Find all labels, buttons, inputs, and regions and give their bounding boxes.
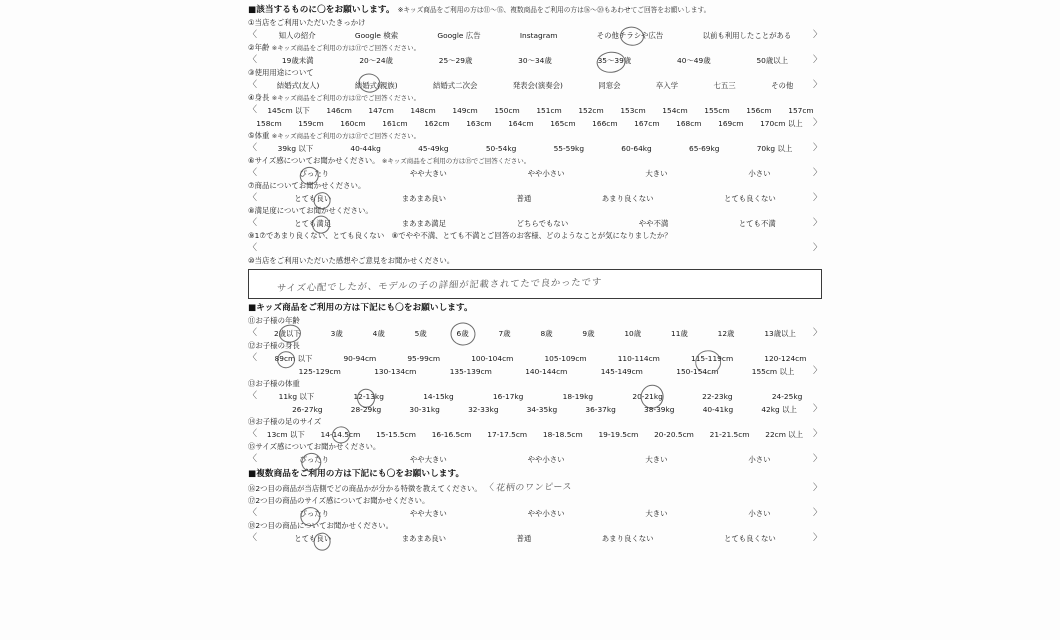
q4-option[interactable]: 169cm [718, 119, 744, 128]
q8-option[interactable]: まあまあ満足 [401, 219, 447, 228]
q4-option[interactable]: 156cm [746, 106, 772, 115]
q14-option[interactable]: 21-21.5cm [709, 430, 750, 439]
q2-option[interactable]: 25〜29歳 [438, 56, 473, 65]
q2-options-row [248, 54, 822, 67]
q4-option[interactable]: 161cm [382, 119, 408, 128]
q18-option[interactable]: とても良くない [724, 534, 776, 543]
q2-label [248, 42, 822, 54]
q11-option[interactable]: 8歳 [540, 329, 553, 338]
q7-option[interactable]: とても良くない [724, 194, 776, 203]
q14-option[interactable]: 15-15.5cm [376, 430, 416, 439]
q6-option-selected[interactable]: ぴったり [299, 169, 329, 178]
q12-option[interactable]: 90-94cm [343, 354, 377, 363]
q2-label-note: ※キッズ商品をご利用の方は⑪でご回答ください。 [271, 44, 421, 52]
q8-options [259, 217, 811, 230]
q10-handwritten-answer: サイズ心配でしたが、モデルの子の詳細が記載されてたで良かったです [276, 276, 603, 295]
bracket-right-icon: 〉 [812, 218, 822, 228]
q13-option[interactable]: 22-23kg [702, 392, 733, 401]
q1-option-selected[interactable]: その他チラシや広告 [596, 31, 664, 40]
bracket-left-icon: 〈 [248, 80, 258, 90]
q7-options-row [248, 192, 822, 205]
q11-label: ⑪お子様の年齢 [248, 316, 300, 325]
q18-label: ⑱2つ目の商品についてお聞かせください。 [248, 521, 393, 530]
q5-option[interactable]: 50-54kg [485, 144, 517, 153]
q4-option[interactable]: 157cm [788, 106, 814, 115]
q13-options-row-1 [248, 390, 822, 403]
q3-option[interactable]: 七五三 [713, 81, 736, 90]
q12-options-1 [259, 352, 822, 365]
q7-option[interactable]: あまり良くない [601, 194, 654, 203]
q2-option-selected[interactable]: 35〜39歳 [597, 56, 632, 65]
bracket-left-icon: 〈 [248, 454, 258, 464]
q15-options-row [248, 453, 822, 466]
q9-label: ⑨1⑦であまり良くない、とても良くない ⑧でやや不満、とても不満とご回答のお客様、どのようなことが気になりましたか？ [248, 231, 672, 240]
q2-option[interactable]: 30〜34歳 [518, 56, 552, 65]
q11-option-selected[interactable]: 6歳 [456, 329, 469, 338]
q13-option[interactable]: 18-19kg [562, 392, 594, 401]
q12-option[interactable]: 120-124cm [764, 354, 807, 363]
q5-option[interactable]: 70kg 以上 [756, 144, 793, 153]
q15-option[interactable]: 小さい [748, 455, 771, 464]
bracket-right-icon: 〉 [812, 143, 822, 153]
q4-label-note: ※キッズ商品をご利用の方は⑫でご回答ください。 [271, 94, 421, 102]
q3-options-row [248, 79, 822, 92]
q6-options [259, 167, 811, 180]
q6-option[interactable]: やや大きい [409, 169, 447, 178]
q4-options-2 [248, 117, 811, 130]
q4-option[interactable]: 167cm [634, 119, 660, 128]
q13-option[interactable]: 30-31kg [409, 405, 440, 414]
q12-option[interactable]: 100-104cm [471, 354, 514, 363]
q1-option[interactable]: Instagram [519, 31, 558, 40]
q16-label: ⑯2つ目の商品が当店側でどの商品かが分かる特徴を教えてください。 [248, 483, 482, 493]
q4-options-row-1 [248, 104, 822, 117]
q4-option[interactable]: 170cm 以上 [760, 119, 803, 128]
q18-option-selected[interactable]: とても良い [294, 534, 332, 543]
q4-option[interactable]: 155cm [704, 106, 730, 115]
q12-option[interactable]: 89cm 以下 [274, 354, 313, 363]
q12-option[interactable]: 110-114cm [617, 354, 660, 363]
q4-option[interactable]: 164cm [508, 119, 534, 128]
q2-option[interactable]: 50歳以上 [756, 56, 789, 65]
q2-option[interactable]: 19歳未満 [281, 56, 314, 65]
q12-options-row-2 [248, 365, 822, 378]
q15-option-selected[interactable]: ぴったり [299, 455, 329, 464]
q4-options-1 [259, 104, 822, 117]
q18-option[interactable]: まあまあ良い [401, 534, 447, 543]
q13-option[interactable]: 16-17kg [492, 392, 524, 401]
q17-option[interactable]: やや小さい [527, 509, 565, 518]
q14-option[interactable]: 19-19.5cm [598, 430, 639, 439]
q14-options [259, 428, 811, 441]
bracket-left-icon: 〈 [248, 508, 258, 518]
q3-options [259, 79, 811, 92]
bracket-right-icon: 〉 [812, 366, 822, 376]
bracket-right-icon: 〉 [812, 30, 822, 40]
q2-option[interactable]: 20〜24歳 [359, 56, 393, 65]
q12-option[interactable]: 130-134cm [374, 367, 417, 376]
q7-option[interactable]: 普通 [516, 194, 532, 203]
q17-label: ⑰2つ目の商品のサイズ感についてお聞かせください。 [248, 496, 430, 505]
q3-option[interactable]: 結婚式二次会 [433, 81, 478, 90]
q4-option[interactable]: 145cm 以下 [267, 106, 310, 115]
bracket-left-icon: 〈 [248, 193, 258, 203]
section-heading-main [248, 4, 822, 17]
bracket-left-icon: 〈 [248, 429, 258, 439]
q11-option[interactable]: 5歳 [414, 329, 427, 338]
q12-label: ⑫お子様の身長 [248, 341, 300, 350]
q12-option[interactable]: 145-149cm [600, 367, 643, 376]
q13-option[interactable]: 32-33kg [468, 405, 499, 414]
q17-options [259, 507, 811, 520]
q11-options [259, 327, 811, 340]
bracket-right-icon: 〉 [812, 508, 822, 518]
q4-label-text: ④身長 [248, 93, 270, 102]
q12-option[interactable]: 135-139cm [449, 367, 492, 376]
q14-option[interactable]: 16-16.5cm [431, 430, 472, 439]
q11-option[interactable]: 12歳 [717, 329, 735, 338]
q6-label [248, 155, 822, 167]
bracket-right-icon: 〉 [812, 243, 822, 253]
q1-option[interactable]: 以前も利用したことがある [702, 31, 792, 40]
q3-option[interactable]: 結婚式(友人) [276, 81, 320, 90]
bracket-left-icon: 〈 [248, 533, 258, 543]
q12-option[interactable]: 95-99cm [407, 354, 441, 363]
bracket-left-icon: 〈 [248, 30, 258, 40]
q4-option[interactable]: 160cm [340, 119, 366, 128]
q5-option[interactable]: 45-49kg [418, 144, 449, 153]
q13-option[interactable]: 28-29kg [350, 405, 382, 414]
q2-label-text: ②年齢 [248, 43, 270, 52]
q10-label: ⑩当店をご利用いただいた感想やご意見をお聞かせください。 [248, 256, 455, 265]
q11-option[interactable]: 13歳以上 [764, 329, 796, 338]
q7-option-selected[interactable]: とても良い [294, 194, 332, 203]
q4-option[interactable]: 147cm [368, 106, 394, 115]
q4-option[interactable]: 162cm [424, 119, 450, 128]
q14-label: ⑭お子様の足のサイズ [248, 417, 322, 426]
q4-option[interactable]: 163cm [466, 119, 492, 128]
q14-option-selected[interactable]: 14-14.5cm [320, 430, 361, 439]
q17-option[interactable]: 小さい [748, 509, 771, 518]
q3-option[interactable]: 卒入学 [655, 81, 679, 90]
q8-option-selected[interactable]: とても満足 [294, 219, 332, 228]
q13-option[interactable]: 38-39kg [644, 405, 675, 414]
q12-option[interactable]: 125-129cm [298, 367, 341, 376]
q13-options-2 [248, 403, 811, 416]
q8-label: ⑧満足度についてお聞かせください。 [248, 206, 373, 215]
q1-label: ①当店をご利用いただいたきっかけ [248, 18, 366, 27]
bracket-right-icon: 〉 [812, 118, 822, 128]
section-heading-main-note: ※キッズ商品をご利用の方は⑪〜⑮、複数商品をご利用の方は⑯〜⑳もあわせてご回答をお願いします。 [397, 6, 711, 14]
q14-option[interactable]: 13cm 以下 [266, 430, 305, 439]
bracket-right-icon: 〉 [812, 55, 822, 65]
section-heading-multi: ■複数商品をご利用の方は下記にも〇をお願いします。 [248, 469, 465, 479]
q12-option-selected[interactable]: 115-119cm [691, 354, 734, 363]
q13-option[interactable]: 24-25kg [771, 392, 803, 401]
bracket-right-icon: 〉 [812, 193, 822, 203]
q6-option[interactable]: やや小さい [527, 169, 565, 178]
bracket-left-icon: 〈 [484, 482, 494, 493]
q2-option[interactable]: 40〜49歳 [677, 56, 711, 65]
q4-option[interactable]: 166cm [592, 119, 618, 128]
q15-option[interactable]: やや大きい [409, 455, 447, 464]
bracket-left-icon: 〈 [248, 353, 258, 363]
q4-option[interactable]: 168cm [676, 119, 702, 128]
q3-option[interactable]: 同窓会 [598, 81, 621, 90]
q1-option[interactable]: Google 広告 [437, 31, 481, 40]
q6-options-row [248, 167, 822, 180]
q4-option[interactable]: 159cm [298, 119, 324, 128]
q14-option[interactable]: 20-20.5cm [654, 430, 694, 439]
q3-option[interactable]: その他 [771, 81, 794, 90]
section-heading-main-text: ■該当するものに〇をお願いします。 [248, 5, 395, 15]
q16-answer-field[interactable] [496, 481, 811, 495]
q6-label-note: ※キッズ商品をご利用の方は⑮でご回答ください。 [381, 157, 531, 165]
q4-option[interactable]: 150cm [494, 106, 520, 115]
q8-option[interactable]: やや不満 [638, 219, 669, 228]
q12-option[interactable]: 155cm 以上 [751, 367, 795, 376]
q13-label: ⑬お子様の体重 [248, 379, 300, 388]
q11-options-row [248, 327, 822, 340]
bracket-right-icon: 〉 [812, 429, 822, 439]
q8-option[interactable]: とても不満 [738, 219, 776, 228]
bracket-right-icon: 〉 [812, 168, 822, 178]
q13-option[interactable]: 26-27kg [292, 405, 323, 414]
q11-option[interactable]: 10歳 [624, 329, 642, 338]
q12-options-2 [248, 365, 811, 378]
q18-options [259, 532, 811, 545]
bracket-right-icon: 〉 [812, 454, 822, 464]
bracket-left-icon: 〈 [248, 391, 258, 401]
bracket-right-icon: 〉 [812, 328, 822, 338]
q5-option[interactable]: 65-69kg [689, 144, 720, 153]
q11-option[interactable]: 3歳 [330, 329, 343, 338]
q12-option[interactable]: 150-154cm [676, 367, 719, 376]
q11-option[interactable]: 7歳 [498, 329, 511, 338]
q14-options-row [248, 428, 822, 441]
q7-label: ⑦商品についてお聞かせください。 [248, 181, 366, 190]
q6-option[interactable]: 大きい [645, 169, 668, 178]
q1-option[interactable]: Google 検索 [354, 31, 399, 40]
q4-option[interactable]: 148cm [410, 106, 436, 115]
q4-option[interactable]: 158cm [256, 119, 282, 128]
q3-label: ③使用用途について [248, 68, 314, 77]
q4-option[interactable]: 146cm [326, 106, 352, 115]
q8-option[interactable]: どちらでもない [516, 219, 569, 228]
q17-option[interactable]: 大きい [645, 509, 668, 518]
q13-options-1 [259, 390, 822, 403]
bracket-left-icon: 〈 [248, 168, 258, 178]
q13-option[interactable]: 36-37kg [585, 405, 616, 414]
q7-options [259, 192, 811, 205]
survey-sheet [248, 0, 822, 545]
q10-comment-box[interactable] [248, 269, 822, 299]
q15-option[interactable]: 大きい [645, 455, 668, 464]
q2-options [259, 54, 811, 67]
q4-option[interactable]: 149cm [452, 106, 478, 115]
bracket-right-icon: 〉 [812, 80, 822, 90]
q4-option[interactable]: 153cm [620, 106, 646, 115]
section-heading-kids: ■キッズ商品をご利用の方は下記にも〇をお願いします。 [248, 303, 473, 313]
q13-option[interactable]: 34-35kg [526, 405, 558, 414]
q14-option[interactable]: 22cm 以上 [765, 430, 804, 439]
q18-option[interactable]: 普通 [516, 534, 532, 543]
q17-options-row [248, 507, 822, 520]
q12-option[interactable]: 105-109cm [544, 354, 587, 363]
q15-option[interactable]: やや小さい [527, 455, 565, 464]
q5-option[interactable]: 55-59kg [553, 144, 585, 153]
bracket-left-icon: 〈 [248, 243, 258, 253]
q13-option-selected[interactable]: 12-13kg [353, 392, 384, 401]
bracket-right-icon: 〉 [812, 482, 822, 493]
q1-option[interactable]: 知人の紹介 [278, 31, 316, 40]
q4-option[interactable]: 151cm [536, 106, 562, 115]
q4-option[interactable]: 154cm [662, 106, 688, 115]
q6-option[interactable]: 小さい [748, 169, 771, 178]
bracket-left-icon: 〈 [248, 105, 258, 115]
q9-answer-row [248, 242, 822, 255]
q4-option[interactable]: 152cm [578, 106, 604, 115]
q11-option[interactable]: 4歳 [372, 329, 385, 338]
q5-option[interactable]: 39kg 以下 [277, 144, 314, 153]
q5-label-text: ⑤体重 [248, 131, 270, 140]
q1-options-row [248, 29, 822, 42]
q7-option[interactable]: まあまあ良い [401, 194, 447, 203]
q5-label [248, 130, 822, 142]
q13-option[interactable]: 42kg 以上 [761, 405, 797, 414]
bracket-left-icon: 〈 [248, 328, 258, 338]
bracket-left-icon: 〈 [248, 143, 258, 153]
bracket-left-icon: 〈 [248, 218, 258, 228]
q15-options [259, 453, 811, 466]
q14-option[interactable]: 18-18.5cm [542, 430, 583, 439]
q17-option[interactable]: やや大きい [409, 509, 447, 518]
q13-option[interactable]: 14-15kg [423, 392, 454, 401]
q5-option[interactable]: 40-44kg [350, 144, 381, 153]
q5-label-note: ※キッズ商品をご利用の方は⑬でご回答ください。 [271, 132, 421, 140]
q1-options [259, 29, 811, 42]
q5-options [259, 142, 811, 155]
q17-option-selected[interactable]: ぴったり [299, 509, 329, 518]
q16-row [248, 481, 822, 495]
q4-option[interactable]: 165cm [550, 119, 576, 128]
bracket-right-icon: 〉 [812, 533, 822, 543]
bracket-left-icon: 〈 [248, 55, 258, 65]
q13-option[interactable]: 11kg 以下 [278, 392, 315, 401]
q11-option[interactable]: 9歳 [582, 329, 595, 338]
q4-label [248, 92, 822, 104]
q4-options-row-2 [248, 117, 822, 130]
q16-handwritten-answer: 花柄のワンピース [495, 482, 573, 494]
q14-option[interactable]: 17-17.5cm [487, 430, 528, 439]
q13-options-row-2 [248, 403, 822, 416]
q3-option[interactable]: 発表会(演奏会) [512, 81, 563, 90]
q12-options-row-1 [248, 352, 822, 365]
q18-option[interactable]: あまり良くない [601, 534, 654, 543]
q6-label-text: ⑥サイズ感についてお聞かせください。 [248, 156, 380, 165]
q3-option-selected[interactable]: 結婚式(親族) [354, 81, 398, 90]
q12-option[interactable]: 140-144cm [525, 367, 568, 376]
q8-options-row [248, 217, 822, 230]
q5-option[interactable]: 60-64kg [621, 144, 652, 153]
bracket-right-icon: 〉 [812, 404, 822, 414]
q11-option[interactable]: 2歳以下 [273, 329, 301, 338]
q15-label: ⑮サイズ感についてお聞かせください。 [248, 442, 381, 451]
q13-option[interactable]: 40-41kg [702, 405, 734, 414]
q13-option-selected[interactable]: 20-21kg [632, 392, 663, 401]
q11-option[interactable]: 11歳 [671, 329, 688, 338]
q5-options-row [248, 142, 822, 155]
q18-options-row [248, 532, 822, 545]
